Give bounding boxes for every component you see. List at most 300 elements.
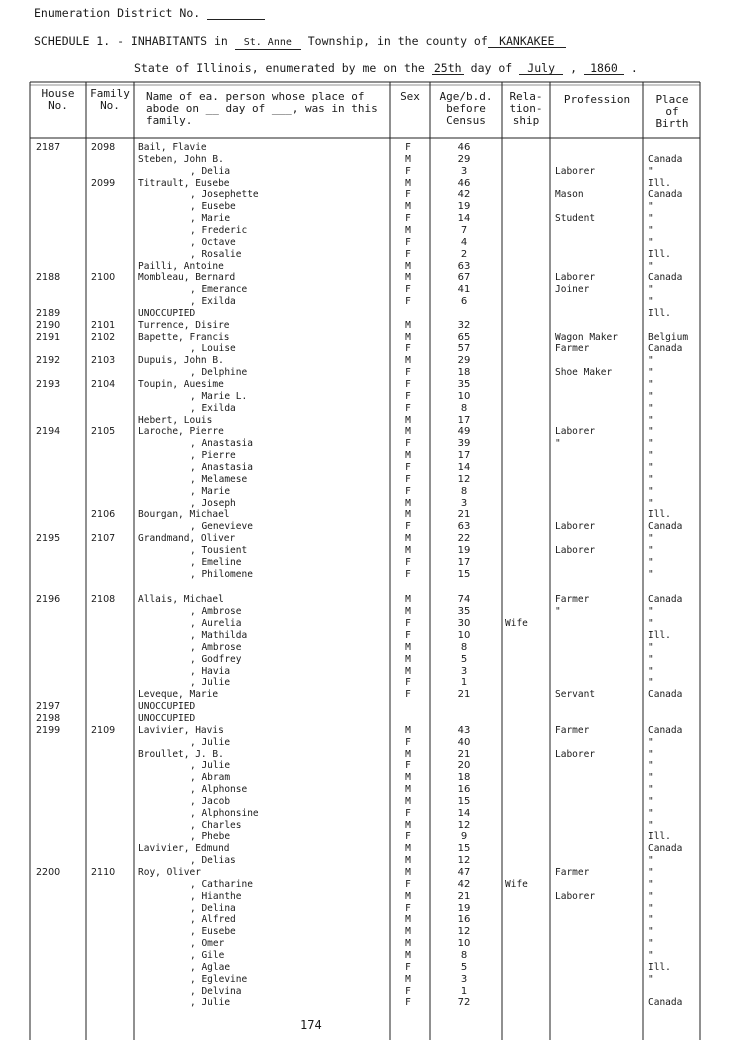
sex: M [405,319,411,331]
sex: F [405,461,411,473]
person-name: Mombleau, Bernard [138,272,236,284]
person-name: Bourgan, Michael [138,509,230,521]
profession: " [555,606,561,618]
person-name: , Omer [190,938,225,950]
house-number: 2200 [36,867,61,878]
birthplace: " [648,402,654,414]
family-number: 2106 [91,509,116,521]
col-header-sex: Sex [400,90,420,103]
birthplace: Ill. [648,831,671,843]
age: 10 [457,630,471,641]
house-number: 2189 [36,307,61,319]
age: 49 [457,426,471,438]
sex: M [405,331,411,343]
age: 46 [457,177,471,189]
person-name: , Josephette [190,189,259,201]
house-number: 2195 [36,533,61,545]
person-name: , Julie [190,736,231,748]
person-name: , Exilda [190,402,236,414]
birthplace: " [648,544,654,556]
profession: Laborer [555,890,596,902]
sex: F [405,831,411,843]
person-name: Grandmand, Oliver [138,533,236,545]
person-name: Roy, Oliver [138,867,201,878]
sex: F [405,878,411,890]
age: 5 [460,961,468,973]
age: 57 [457,343,471,355]
sex: F [405,367,411,379]
sex: M [405,153,411,165]
sex: M [405,641,411,653]
age: 29 [457,153,471,165]
sex: M [405,938,411,950]
age: 41 [457,284,471,296]
age: 14 [457,807,471,819]
birthplace: " [648,213,654,225]
person-name: , Anastasia [190,438,253,450]
person-name: Bapette, Francis [138,331,230,343]
sex: M [405,914,411,926]
age: 8 [460,949,468,961]
sex: M [405,594,411,606]
sex: M [405,509,411,521]
person-name: , Abram [190,772,231,784]
birthplace: Ill. [648,630,671,641]
person-name: , Louise [190,343,236,355]
birthplace: " [648,902,654,914]
person-name: , Eglevine [190,973,248,985]
family-number: 2100 [91,272,116,284]
profession: Farmer [555,343,590,355]
age: 3 [460,665,468,677]
age: 18 [457,772,471,784]
sex: F [405,189,411,201]
age: 3 [460,165,468,177]
person-name: , Emerance [190,284,248,296]
birthplace: " [648,819,654,831]
sex: F [405,296,411,308]
family-number: 2109 [91,724,116,736]
sex: F [405,961,411,973]
person-name: , Mathilda [190,630,248,641]
birthplace: " [648,224,654,236]
profession: Joiner [555,284,590,296]
col-header-house: House No. [41,87,75,112]
day-field: 25th [432,62,464,75]
state-mid: day of [470,61,513,75]
sex: M [405,819,411,831]
person-name: , Delina [190,902,236,914]
sex: M [405,606,411,618]
person-name: , Hianthe [190,890,242,902]
birthplace: Canada [648,153,683,165]
birthplace: " [648,926,654,938]
age: 63 [457,521,471,533]
age: 21 [457,509,471,521]
profession: Laborer [555,165,596,177]
person-name: , Catharine [190,878,253,890]
birthplace: " [648,379,654,390]
sex: F [405,736,411,748]
birthplace: " [648,772,654,784]
person-name: Turrence, Disire [138,319,230,331]
age: 12 [457,855,471,867]
age: 17 [457,450,471,462]
age: 3 [460,973,468,985]
birthplace: " [648,878,654,890]
family-number: 2104 [91,379,116,390]
age: 4 [460,236,468,248]
sex: M [405,426,411,438]
age: 17 [457,414,471,426]
profession: Wagon Maker [555,331,618,343]
person-name: Lavivier, Edmund [138,843,230,855]
sex: F [405,236,411,248]
birthplace: " [648,485,654,497]
sex: F [405,677,411,689]
person-name: , Marie L. [190,390,248,402]
house-number: 2194 [36,426,61,438]
birthplace: " [648,784,654,796]
profession: Laborer [555,426,596,438]
house-number: 2199 [36,724,61,736]
age: 35 [457,379,471,390]
profession: Laborer [555,521,596,533]
birthplace: Ill. [648,961,671,973]
person-name: , Melamese [190,473,248,485]
page-number: 174 [300,1018,322,1032]
birthplace: " [648,390,654,402]
person-name: , Godfrey [190,653,242,665]
birthplace: " [648,760,654,772]
family-number: 2101 [91,319,116,331]
sex: M [405,497,411,509]
birthplace: " [648,973,654,985]
house-number: 2191 [36,331,61,343]
profession: Farmer [555,724,590,736]
sex: M [405,890,411,902]
birthplace: " [648,748,654,760]
birthplace: Canada [648,689,683,701]
age: 10 [457,390,471,402]
age: 65 [457,331,471,343]
person-name: Bail, Flavie [138,142,207,153]
family-number: 2102 [91,331,116,343]
birthplace: " [648,653,654,665]
birthplace: " [648,438,654,450]
birthplace: " [648,165,654,177]
birthplace: Belgium [648,331,689,343]
person-name: , Delia [190,165,231,177]
age: 5 [460,653,468,665]
person-name: , Pierre [190,450,236,462]
birthplace: " [648,665,654,677]
house-number: 2190 [36,319,61,331]
house-number: 2187 [36,142,61,153]
col-header-age: Age/b.d. before Census [439,90,493,127]
birthplace: " [648,473,654,485]
sex: M [405,224,411,236]
birthplace: " [648,461,654,473]
col-header-relationship: Rela- tion- ship [509,90,543,127]
schedule-mid: Township, in the county of [307,34,488,48]
sex: F [405,997,411,1009]
sex: M [405,177,411,189]
age: 1 [460,985,468,997]
birthplace: " [648,426,654,438]
person-name: , Eusebe [190,201,236,213]
age: 72 [457,997,471,1009]
age: 16 [457,914,471,926]
sex: F [405,379,411,390]
profession: Farmer [555,867,590,878]
sex: M [405,665,411,677]
age: 14 [457,461,471,473]
enumeration-district-label: Enumeration District No. [34,6,201,20]
person-name: , Marie [190,485,231,497]
birthplace: " [648,855,654,867]
family-number: 2099 [91,177,116,189]
age: 19 [457,902,471,914]
age: 35 [457,606,471,618]
person-name: Pailli, Antoine [138,260,224,272]
sex: M [405,201,411,213]
birthplace: " [648,568,654,580]
family-number: 2098 [91,142,116,153]
person-name: , Delphine [190,367,248,379]
sex: F [405,902,411,914]
person-name: , Jacob [190,795,231,807]
year-field: 1860 [584,62,624,75]
age: 19 [457,544,471,556]
sex: M [405,973,411,985]
age: 3 [460,497,468,509]
age: 15 [457,568,471,580]
age: 12 [457,473,471,485]
sex: M [405,949,411,961]
house-number: 2198 [36,712,61,724]
family-number: 2105 [91,426,116,438]
birthplace: " [648,201,654,213]
person-name: Hebert, Louis [138,414,213,426]
sex: F [405,473,411,485]
sex: M [405,414,411,426]
birthplace: " [648,890,654,902]
sex: F [405,485,411,497]
birthplace: " [648,533,654,545]
age: 8 [460,402,468,414]
birthplace: " [648,450,654,462]
age: 42 [457,878,471,890]
person-name: UNOCCUPIED [138,307,196,319]
sex: F [405,556,411,568]
family-number: 2107 [91,533,116,545]
house-number: 2196 [36,594,61,606]
person-name: , Eusebe [190,926,236,938]
sex: M [405,784,411,796]
age: 39 [457,438,471,450]
age: 19 [457,201,471,213]
age: 29 [457,355,471,367]
birthplace: Canada [648,724,683,736]
person-name: Laroche, Pierre [138,426,224,438]
age: 7 [460,224,468,236]
profession: Farmer [555,594,590,606]
sex: M [405,272,411,284]
person-name: , Tousient [190,544,248,556]
relationship: Wife [505,618,528,630]
person-name: , Alfred [190,914,236,926]
age: 30 [457,618,471,630]
person-name: , Julie [190,760,231,772]
sex: M [405,855,411,867]
person-name: Steben, John B. [138,153,224,165]
age: 63 [457,260,471,272]
col-header-birthplace: Place of Birth [655,93,689,130]
person-name: , Anastasia [190,461,253,473]
birthplace: " [648,497,654,509]
age: 15 [457,795,471,807]
birthplace: " [648,938,654,950]
age: 21 [457,890,471,902]
birthplace: Ill. [648,509,671,521]
col-header-name: Name of ea. person whose place of abode on __ day of ___, was in this family. [146,90,378,127]
county-field: KANKAKEE [488,35,566,48]
age: 8 [460,485,468,497]
profession: Mason [555,189,584,201]
birthplace: " [648,677,654,689]
age: 17 [457,556,471,568]
birthplace: " [648,367,654,379]
birthplace: " [648,260,654,272]
birthplace: Canada [648,843,683,855]
person-name: , Charles [190,819,242,831]
age: 20 [457,760,471,772]
birthplace: " [648,641,654,653]
birthplace: " [648,949,654,961]
profession: " [555,438,561,450]
birthplace: Canada [648,343,683,355]
person-name: , Aurelia [190,618,242,630]
profession: Servant [555,689,596,701]
age: 1 [460,677,468,689]
person-name: Dupuis, John B. [138,355,224,367]
birthplace: Canada [648,594,683,606]
person-name: , Ambrose [190,641,242,653]
profession: Student [555,213,596,225]
person-name: , Julie [190,677,231,689]
birthplace: " [648,914,654,926]
person-name: , Octave [190,236,236,248]
township-field: St. Anne [235,37,301,50]
age: 15 [457,843,471,855]
birthplace: " [648,236,654,248]
person-name: UNOCCUPIED [138,701,196,713]
sex: F [405,142,411,153]
age: 6 [460,296,468,308]
relationship: Wife [505,878,528,890]
birthplace: " [648,296,654,308]
birthplace: " [648,795,654,807]
sex: M [405,450,411,462]
sex: M [405,867,411,878]
person-name: Broullet, J. B. [138,748,224,760]
age: 47 [457,867,471,878]
birthplace: Canada [648,189,683,201]
sex: F [405,402,411,414]
sex: M [405,926,411,938]
age: 42 [457,189,471,201]
birthplace: Canada [648,997,683,1009]
person-name: , Alphonse [190,784,248,796]
house-number: 2197 [36,701,61,713]
sex: M [405,843,411,855]
profession: Laborer [555,272,596,284]
sex: F [405,343,411,355]
profession: Laborer [555,544,596,556]
age: 14 [457,213,471,225]
profession: Laborer [555,748,596,760]
age: 43 [457,724,471,736]
birthplace: " [648,556,654,568]
sex: F [405,165,411,177]
state-prefix: State of Illinois, enumerated by me on the [134,61,425,75]
sex: M [405,795,411,807]
sex: M [405,544,411,556]
age: 22 [457,533,471,545]
sex: F [405,390,411,402]
birthplace: Ill. [648,177,671,189]
person-name: , Delvina [190,985,242,997]
age: 10 [457,938,471,950]
person-name: , Ambrose [190,606,242,618]
sex: F [405,213,411,225]
birthplace: " [648,606,654,618]
sex: F [405,618,411,630]
birthplace: Ill. [648,248,671,260]
house-number: 2193 [36,379,61,390]
sex: F [405,689,411,701]
month-field: July [519,62,563,75]
birthplace: " [648,736,654,748]
person-name: Titrault, Eusebe [138,177,230,189]
person-name: , Philomene [190,568,253,580]
age: 12 [457,819,471,831]
sex: F [405,630,411,641]
age: 8 [460,641,468,653]
birthplace: Ill. [648,307,671,319]
age: 16 [457,784,471,796]
birthplace: " [648,807,654,819]
person-name: , Rosalie [190,248,242,260]
age: 21 [457,748,471,760]
col-header-family: Family No. [90,87,130,112]
sex: M [405,772,411,784]
state-line: State of Illinois, enumerated by me on the 25th day of July , 1860 . [134,61,638,75]
age: 74 [457,594,471,606]
sex: M [405,653,411,665]
sex: F [405,985,411,997]
house-number: 2192 [36,355,61,367]
birthplace: " [648,414,654,426]
family-number: 2110 [91,867,116,878]
birthplace: Canada [648,521,683,533]
person-name: , Marie [190,213,231,225]
person-name: UNOCCUPIED [138,712,196,724]
age: 9 [460,831,468,843]
birthplace: " [648,867,654,878]
birthplace: " [648,618,654,630]
